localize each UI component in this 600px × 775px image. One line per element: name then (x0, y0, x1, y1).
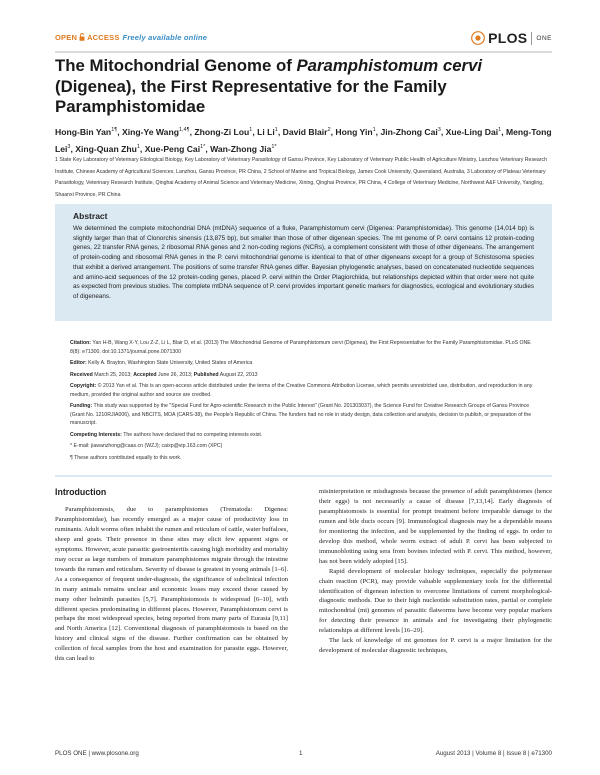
dates-row (70, 371, 540, 380)
author-name: Jin-Zhong Cai$^3$ (380, 126, 441, 137)
section-divider (55, 475, 552, 477)
competing-text: The authors have declared that no competing interests exist. (123, 431, 263, 438)
citation-label: Citation: (70, 340, 92, 346)
competing-label: Competing Interests: (70, 431, 122, 438)
copyright-row (70, 382, 540, 399)
author-list: Hong-Bin Yan$^{1\P}$, Xing-Ye Wang$^{1,4\P}$, Zhong-Zi Lou$^1$, Li Li$^1$, David Blair$^2$, Hong Yin$^1$, Jin-Zhong Cai$^3$, Xue-Ling Dai$^1$, Meng-Tong Lei$^3$, Xing-Quan Zhu$^1$, Xue-Peng Cai$^{1*}$, Wan-Zhong Jia$^{1*}$ (55, 126, 552, 154)
published-label: Published (193, 371, 219, 378)
author-affiliation-marker: 2 (327, 127, 331, 133)
published-date: August 22, 2013 (219, 371, 258, 378)
author-affiliation-marker: 1* (271, 143, 277, 150)
email-row[interactable]: * E-mail: jiawanzhong@caas.cn (WZJ); caixp@vip.163.com (XPC) (70, 443, 223, 449)
intro-paragraph: The lack of knowledge of mt genomes for P. cervi is a major limitation for the development of molecular diagnostic techniques, (319, 637, 552, 655)
intro-left-column (55, 505, 288, 664)
citation-text: Yan H-B, Wang X-Y, Lou Z-Z, Li L, Blair D, et al. (2013) The Mitochondrial Genome of Paramphistomum cervi (Digenea), the First Representative for the Family Paramphistomidae. PLoS ONE 8(8): e71300. doi:10.1371/journal.pone.0071300 (70, 340, 531, 355)
author-affiliation-marker: 3 (67, 143, 71, 150)
article-metadata (70, 339, 540, 465)
editor-text: Kelly A. Brayton, Washington State University, United States of America (88, 360, 253, 366)
received-label: Received (70, 371, 93, 378)
freely-available-label: Freely available online (122, 33, 208, 42)
one-wordmark: ONE (536, 34, 552, 42)
funding-row (70, 402, 540, 428)
intro-paragraph: Rapid development of molecular biology techniques, especially the polymerase chain reaction (PCR), may provide valuable supplementary tools for the differential identification of digenean infection to overcome limitations of current morphological-diagnostic methods. Due to their high nucleotide substitution rates, partial or complete mitochondrial (mt) genomes of parasitic flatworms have become very popular markers for detecting their presence in animals and for investigating their phylogenetic relationships at different levels [16–29]. (319, 567, 552, 635)
copyright-text: © 2013 Yan et al. This is an open-access article distributed under the terms of the Creative Commons Attribution License, which permits unrestricted use, distribution, and reproduction in any medium, provided the original author and source are credited. (70, 383, 533, 398)
editor-row (70, 359, 540, 368)
title-species: Paramphistomum cervi (296, 56, 483, 75)
intro-paragraph: misinterpretation or misdiagnosis because the presence of adult paramphistomes (hence their eggs) is not necessarily a cause of disease [7,13,14]. Early diagnosis of paramphistomosis is essential for prompt treatment before irreparable damage to the rumen and bile ducts occurs [9]. Immunological diagnosis may be a dependable means for monitoring the infection, and be supplemented by the finding of eggs. In order to develop this method, whole worm extract of adult P. cervi has been subjected to immunoblotting using sera from bovines infected with P. cervi. This method, however, has not been widely adopted [15]. (319, 488, 552, 565)
intro-paragraph: Paramphistomosis, due to paramphistomes (Trematoda: Digenea: Paramphistomidae), has recently emerged as a major cause of productivity loss in ruminants. Adult worms often inhabit the rumen and reticulum of cattle, water buffaloes, sheep and goats. Their presence in these sites may elicit few apparent signs or symptoms. However, acute parasitic gastroenteritis causing high morbidity and mortality may occur as large numbers of immature paramphistomes migrate through the intestine towards the rumen and reticulum. Severity of disease is greatest in young animals [1–6]. As a consequence of frequent under-diagnosis, the significance of subclinical infection in many animals remains unclear and economic losses may exceed those caused by many other helminth parasites [5,7]. Paramphistomosis is widespread [6–10], with different species predominating in different places. However, Paramphistomum cervi is perhaps the most widespread species, being reported from many parts of Eurasia [9,11] and North America [12]. Conventional diagnosis of paramphistomosis is based on the history and clinical signs of the disease. Further confirmation can be obtained by collection of fecal samples from the host and examination for parasite eggs. However, this can lead to (55, 506, 288, 663)
author-affiliation-marker: 1 (136, 143, 140, 150)
open-lock-icon (79, 33, 85, 41)
author-name: Zhong-Zi Lou$^1$ (194, 126, 253, 137)
author-affiliation-marker: 1 (249, 127, 253, 133)
author-name: Hong-Bin Yan$^{1\P}$ (55, 126, 118, 137)
title-part-1: The Mitochondrial Genome of (55, 56, 297, 75)
copyright-label: Copyright: (70, 383, 97, 389)
plos-one-logo (471, 28, 552, 48)
logo-separator (531, 32, 532, 45)
citation-row (70, 339, 540, 356)
article-title (55, 56, 552, 118)
author-name: Wan-Zhong Jia$^{1*}$ (210, 143, 277, 154)
title-part-2: (Digenea), the First Representative for the Family (55, 76, 447, 96)
plos-wordmark: PLOS (488, 30, 528, 46)
footer-page-number: 1 (299, 750, 303, 757)
author-affiliation-marker: 3 (437, 127, 441, 133)
author-affiliation-marker: 1¶ (111, 127, 118, 133)
header-rule (55, 51, 552, 53)
introduction-heading: Introduction (55, 487, 107, 497)
plos-sun-icon (471, 31, 485, 45)
equal-contribution-row: ¶ These authors contributed equally to this work. (70, 454, 182, 461)
author-name: David Blair$^2$ (282, 126, 331, 137)
author-affiliation-marker: 1 (274, 127, 278, 133)
journal-header (55, 28, 552, 48)
abstract-text: We determined the complete mitochondrial DNA (mtDNA) sequence of a fluke, Paramphistomum cervi (Digenea: Paramphistomidae). This genome (14,014 bp) is slightly larger than that of Clonorchis sinensis (13,875 bp), but smaller than those of other digenean species. The mt genome of P. cervi contains 12 protein-coding genes, 22 transfer RNA genes, 2 ribosomal RNA genes and 2 non-coding regions (NCRs), a complement consistent with those of other digeneans. The arrangement of protein-coding and ribosomal RNA genes in the P. cervi mitochondrial genome is identical to that of other digeneans except for a group of Schistosoma species that exhibit a derived arrangement. The positions of some transfer RNA genes differ. Bayesian phylogenetic analyses, based on concatenated nucleotide sequences and amino-acid sequences of the 12 protein-coding genes, placed P. cervi within the Order Plagiorchiida, but relationships depicted within that order were not quite as expected from previous studies. The complete mtDNA sequence of P. cervi provides important genetic markers for diagnostics, ecological and evolutionary studies of digeneans. (73, 225, 534, 300)
author-affiliation-marker: 1 (498, 127, 502, 133)
accepted-date: June 26, 2013; (158, 371, 193, 378)
intro-right-column (319, 487, 552, 656)
funding-label: Funding: (70, 403, 93, 409)
abstract-heading: Abstract (73, 211, 108, 221)
accepted-label: Accepted (133, 371, 157, 378)
received-date: March 25, 2013; (94, 371, 132, 378)
affiliations: 1 State Key Laboratory of Veterinary Etiological Biology, Key Laboratory of Veterinary Parasitology of Gansu Province, Key Laboratory of Veterinary Public Health of Agriculture Ministry, Lanzhou Veterinary Research Institute, Chinese Academy of Agricultural Sciences, Lanzhou, Gansu Province, PR China, 2 School of Marine and Tropical Biology, James Cook University, Queensland, Australia, 3 Laboratory of Plateau Veterinary Parasitology, Veterinary Research Institute, Qinghai Academy of Animal Science and Veterinary Medicine, Xining, Qinghai Province, PR China, 4 College of Veterinary Medicine, Northwest A&F University, Yangling, Shaanxi Province, PR China (55, 157, 548, 198)
author-name: Xue-Ling Dai$^1$ (445, 126, 502, 137)
open-access-badge (55, 33, 207, 42)
competing-row (70, 431, 540, 440)
access-label: ACCESS (87, 33, 120, 42)
editor-label: Editor: (70, 360, 87, 366)
author-name: Hong Yin$^1$ (335, 126, 376, 137)
open-label: OPEN (55, 33, 78, 42)
abstract-box (55, 204, 552, 321)
footer-issue: August 2013 | Volume 8 | Issue 8 | e71300 (435, 750, 552, 757)
funding-text: This study was supported by the "Special Fund for Agro-scientific Research in the Public Interest" (Grant No. 201303037), the Science Fund for Creative Research Groups of Gansu Province (Grant No. 1210RJIA006), and NBCITS, MOA (CARS-38), the People's Republic of China. The funders had no role in study design, data collection and analysis, decision to publish, or preparation of the manuscript. (70, 403, 532, 426)
footer-journal[interactable]: PLOS ONE | www.plosone.org (55, 750, 139, 757)
author-affiliation-marker: 1 (372, 127, 376, 133)
author-name: Li Li$^1$ (257, 126, 278, 137)
author-affiliation-marker: 1,4¶ (178, 127, 190, 133)
author-name: Xing-Quan Zhu$^1$ (75, 143, 140, 154)
author-name: Xing-Ye Wang$^{1,4\P}$ (121, 126, 190, 137)
author-name: Xue-Peng Cai$^{1*}$ (144, 143, 206, 154)
author-affiliation-marker: 1* (200, 143, 206, 150)
title-part-3: Paramphistomidae (55, 97, 206, 116)
author-name: Meng-Tong Lei$^3$ (55, 126, 552, 154)
